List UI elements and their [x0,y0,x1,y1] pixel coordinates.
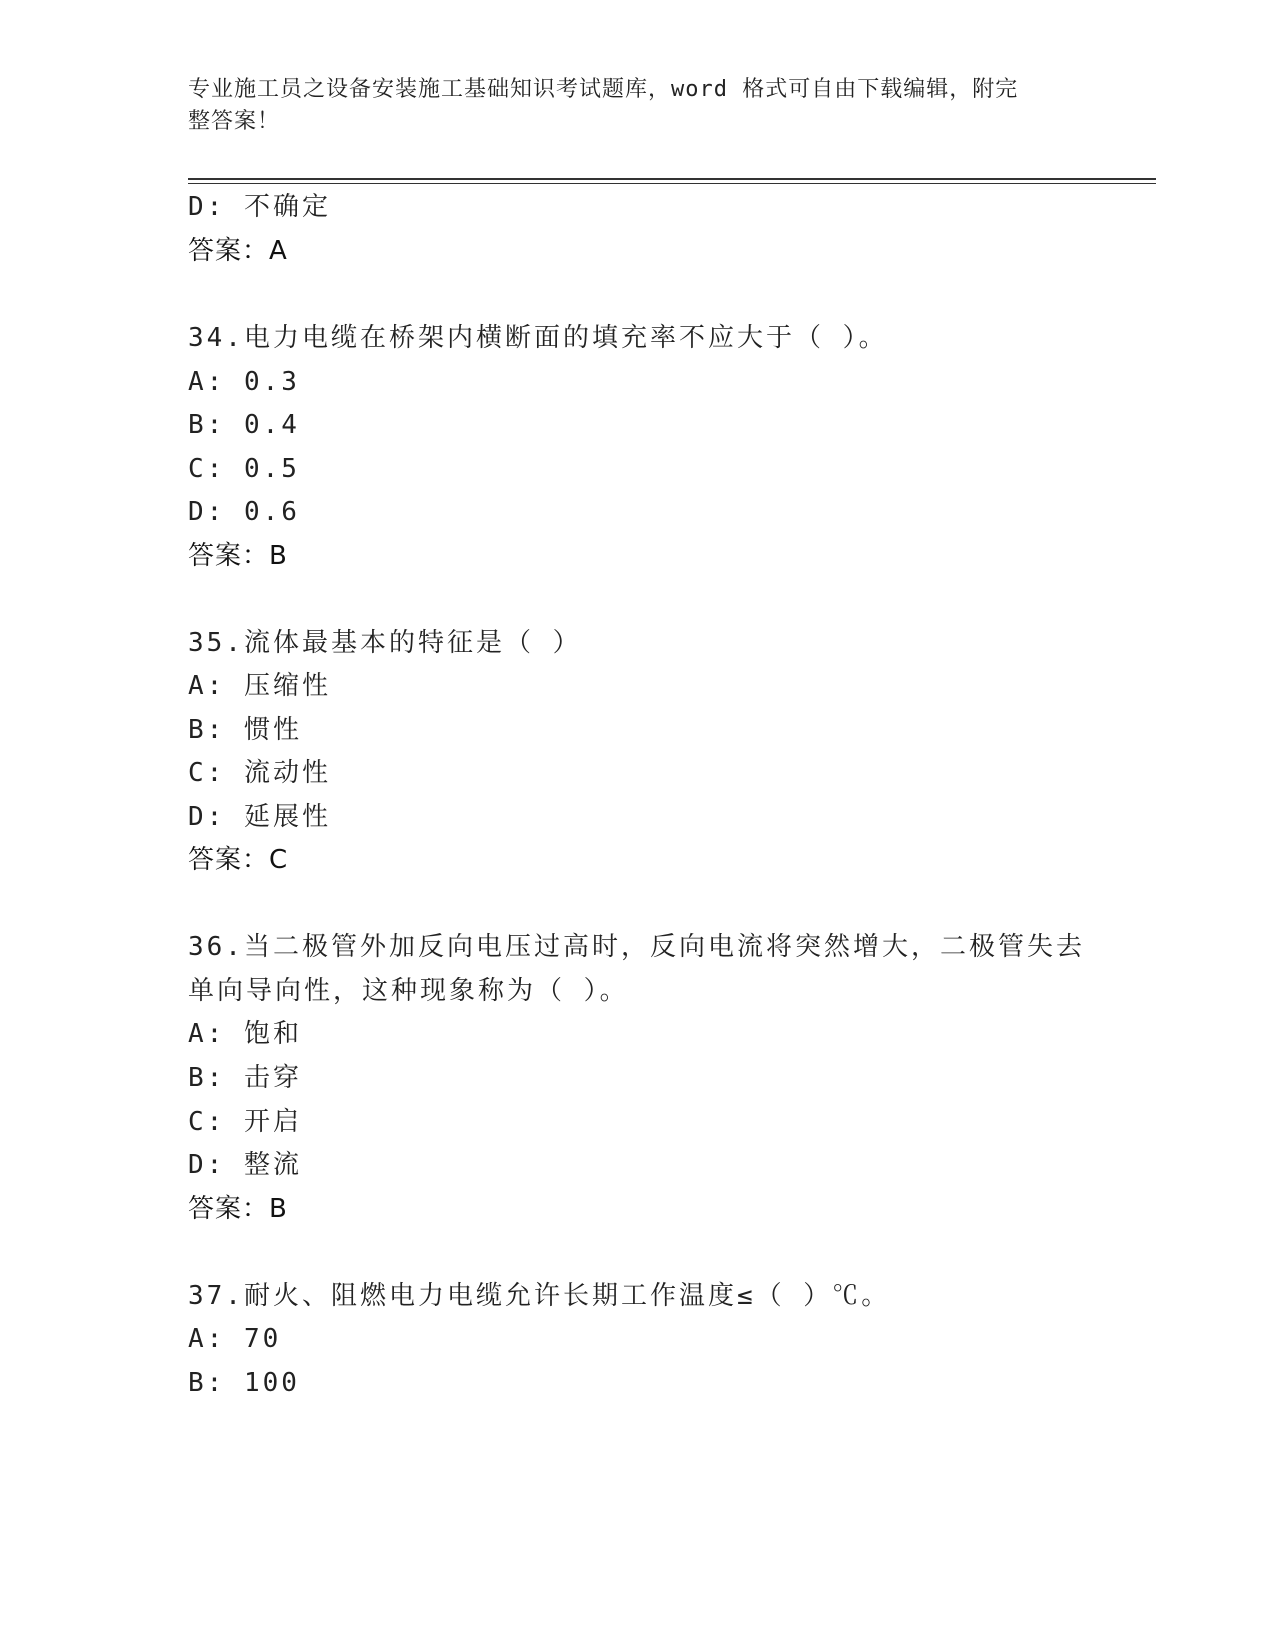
document-header [188,74,1068,138]
q35-stem: 35.流体最基本的特征是（ ） [188,628,582,658]
q36-stem-line-1: 36.当二极管外加反向电压过高时，反向电流将突然增大，二极管失去 [188,932,1085,962]
header-line-2: 整答案！ [188,109,281,134]
q36-option-c: C: 开启 [188,1107,302,1137]
header-line-1: 专业施工员之设备安装施工基础知识考试题库，word 格式可自由下载编辑，附完 [188,77,1019,102]
q34-answer: 答案：B [188,541,288,571]
q34-option-d: D: 0.6 [188,497,300,527]
q34-option-b: B: 0.4 [188,410,300,440]
q35-option-b: B: 惯性 [188,715,302,745]
q33-answer: 答案：A [188,236,288,266]
q35-answer: 答案：C [188,845,289,875]
q33-option-d: D: 不确定 [188,192,331,222]
q34-option-a: A: 0.3 [188,367,300,397]
header-divider-thick [188,178,1156,180]
q34-option-c: C: 0.5 [188,454,300,484]
header-divider-thin [188,183,1156,184]
q35-option-a: A: 压缩性 [188,671,331,701]
q36-stem-line-2: 单向导向性，这种现象称为（ ）。 [188,976,629,1006]
q36-answer: 答案：B [188,1194,288,1224]
q35-option-c: C: 流动性 [188,758,331,788]
q35-option-d: D: 延展性 [188,802,331,832]
q37-option-b: B: 100 [188,1368,300,1398]
q34-stem: 34.电力电缆在桥架内横断面的填充率不应大于（ ）。 [188,323,888,353]
q36-option-a: A: 饱和 [188,1019,302,1049]
q37-stem: 37.耐火、阻燃电力电缆允许长期工作温度≤（ ）℃。 [188,1281,891,1311]
q36-option-d: D: 整流 [188,1150,302,1180]
q36-option-b: B: 击穿 [188,1063,302,1093]
q37-option-a: A: 70 [188,1324,282,1354]
